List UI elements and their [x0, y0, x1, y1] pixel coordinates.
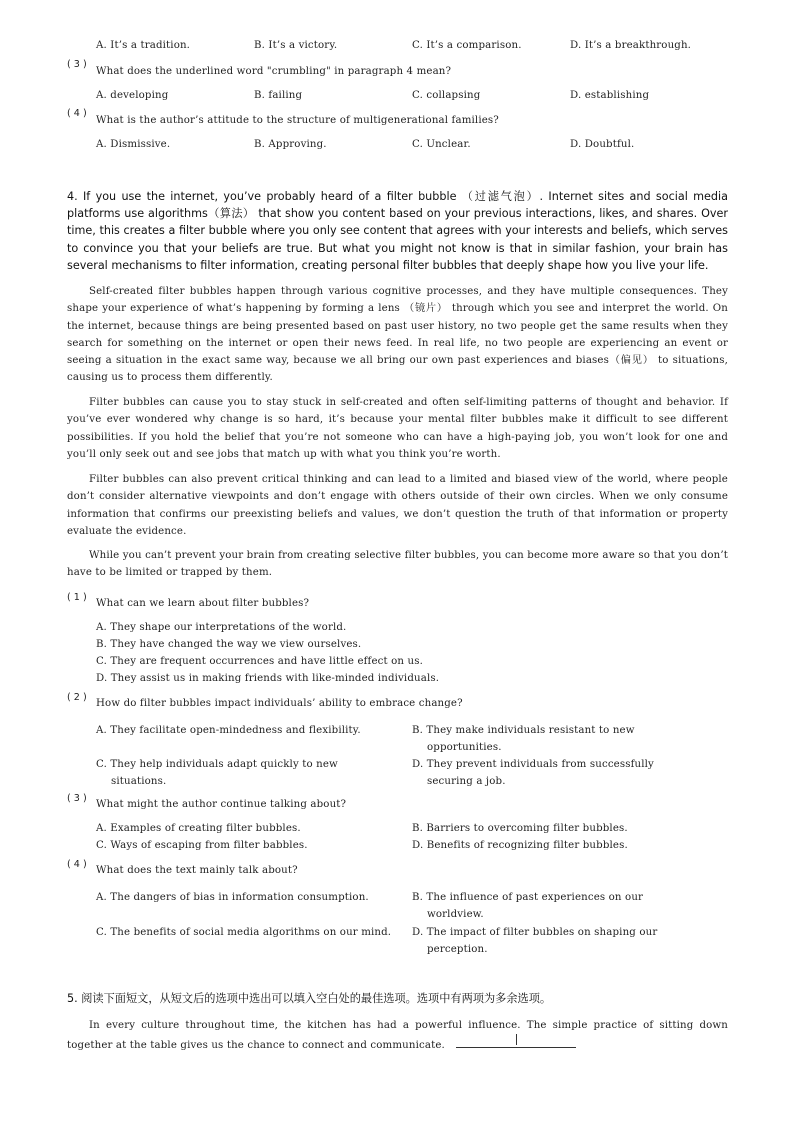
question-options: [96, 139, 736, 155]
option-d[interactable]: D. They assist us in making friends with like-minded individuals.: [96, 673, 440, 684]
option-a[interactable]: A. The dangers of bias in information consumption.: [96, 892, 369, 903]
option-c[interactable]: C. It’s a comparison.: [412, 40, 522, 51]
option-c[interactable]: C. collapsing: [412, 90, 481, 101]
option-d[interactable]: D. They prevent individuals from successfully securing a job.: [412, 759, 654, 788]
question-number: ( 3 ): [67, 59, 87, 70]
passage-paragraph-2: Filter bubbles can cause you to stay stuck in self-created and often self-limiting patterns of thought and behavior. If you’ve ever wondered why change is so hard, it’s because your mental filter bubbles make it difficult to see different possibilities. If you hold the belief that you’re not someone who can have a high-paying job, you won’t look for one and you’ll only seek out and see jobs that match up with what you think you’re worth.: [67, 397, 728, 460]
question-number: ( 2 ): [67, 692, 87, 703]
option-b[interactable]: B. It’s a victory.: [254, 40, 338, 51]
prev-question-options: [96, 40, 736, 56]
question-number: ( 4 ): [67, 859, 87, 870]
section-4-intro: 4. If you use the internet, you’ve probably heard of a filter bubble （过滤气泡）. Internet sites and social media platforms use algorithms（算法） that show you content based on your previous interactions, likes, and shares. Over time, this creates a filter bubble where you only see content that agrees with your interests and beliefs, which serves to convince you that your beliefs are true. But what you might not know is that in similar fashion, your brain has several mechanisms to filter information, creating personal filter bubbles that deeply shape how you live your life.: [67, 190, 728, 272]
option-b[interactable]: B. The influence of past experiences on our worldview.: [412, 892, 644, 921]
passage-paragraph-1: Self-created filter bubbles happen through various cognitive processes, and they have multiple consequences. They shape your experience of what’s happening by forming a lens （镜片） through which you see and interpret the world. On the internet, because things are being presented based on past user history, no two people get the same results when they search for something on the internet or open their news feed. In real life, no two people are experiencing an event or seeing a situation in the exact same way, because we all bring our own past experiences and biases（偏见） to situations, causing us to process them differently.: [67, 286, 728, 384]
question-text: What can we learn about filter bubbles?: [96, 598, 310, 609]
option-b[interactable]: B. failing: [254, 90, 303, 101]
option-a[interactable]: A. It’s a tradition.: [96, 40, 191, 51]
passage-paragraph-4: While you can’t prevent your brain from creating selective filter bubbles, you can become more aware so that you don’t have to be limited or trapped by them.: [67, 550, 728, 579]
section-5-intro: 5. 阅读下面短文，从短文后的选项中选出可以填入空白处的最佳选项。选项中有两项为多余选项。: [67, 992, 552, 1005]
question-options: [96, 90, 736, 106]
question-text: What is the author’s attitude to the structure of multigenerational families?: [96, 115, 499, 126]
option-d[interactable]: D. establishing: [570, 90, 650, 101]
option-a[interactable]: A. Examples of creating filter bubbles.: [96, 823, 301, 834]
option-d[interactable]: D. It’s a breakthrough.: [570, 40, 692, 51]
option-c[interactable]: C. The benefits of social media algorithms on our mind.: [96, 927, 392, 938]
option-a[interactable]: A. They shape our interpretations of the world.: [96, 622, 347, 633]
option-c[interactable]: C. Ways of escaping from filter babbles.: [96, 840, 308, 851]
question-number: ( 4 ): [67, 108, 87, 119]
option-c[interactable]: C. They help individuals adapt quickly to new situations.: [96, 759, 338, 788]
question-text: What does the underlined word "crumbling" in paragraph 4 mean?: [96, 66, 452, 77]
option-b[interactable]: B. They make individuals resistant to new opportunities.: [412, 725, 635, 754]
option-a[interactable]: A. developing: [96, 90, 169, 101]
question-text: What might the author continue talking about?: [96, 799, 347, 810]
option-b[interactable]: B. They have changed the way we view ourselves.: [96, 639, 362, 650]
option-c[interactable]: C. They are frequent occurrences and have little effect on us.: [96, 656, 423, 667]
passage-paragraph-1: [67, 1017, 728, 1054]
passage-text: In every culture throughout time, the kitchen has had a powerful influence. The simple practice of sitting down together at the table gives us the chance to connect and communicate.: [67, 1020, 728, 1051]
question-number: ( 3 ): [67, 793, 87, 804]
passage-paragraph-3: Filter bubbles can also prevent critical thinking and can lead to a limited and biased view of the world, where people don’t consider alternative viewpoints and don’t engage with others outside of their own circles. When we only consume information that confirms our preexisting beliefs and values, we don’t question the truth of that information or property evaluate the evidence.: [67, 474, 728, 537]
question-text: How do filter bubbles impact individuals’ ability to embrace change?: [96, 698, 463, 709]
text-cursor: [516, 1034, 517, 1045]
question-number: ( 1 ): [67, 592, 87, 603]
question-text: What does the text mainly talk about?: [96, 865, 298, 876]
option-b[interactable]: B. Approving.: [254, 139, 327, 150]
option-d[interactable]: D. Benefits of recognizing filter bubbles.: [412, 840, 628, 851]
option-b[interactable]: B. Barriers to overcoming filter bubbles.: [412, 823, 628, 834]
option-a[interactable]: A. They facilitate open-mindedness and flexibility.: [96, 725, 361, 736]
option-a[interactable]: A. Dismissive.: [96, 139, 171, 150]
option-c[interactable]: C. Unclear.: [412, 139, 471, 150]
answer-blank[interactable]: [456, 1035, 576, 1048]
option-d[interactable]: D. The impact of filter bubbles on shaping our perception.: [412, 927, 658, 956]
option-d[interactable]: D. Doubtful.: [570, 139, 635, 150]
